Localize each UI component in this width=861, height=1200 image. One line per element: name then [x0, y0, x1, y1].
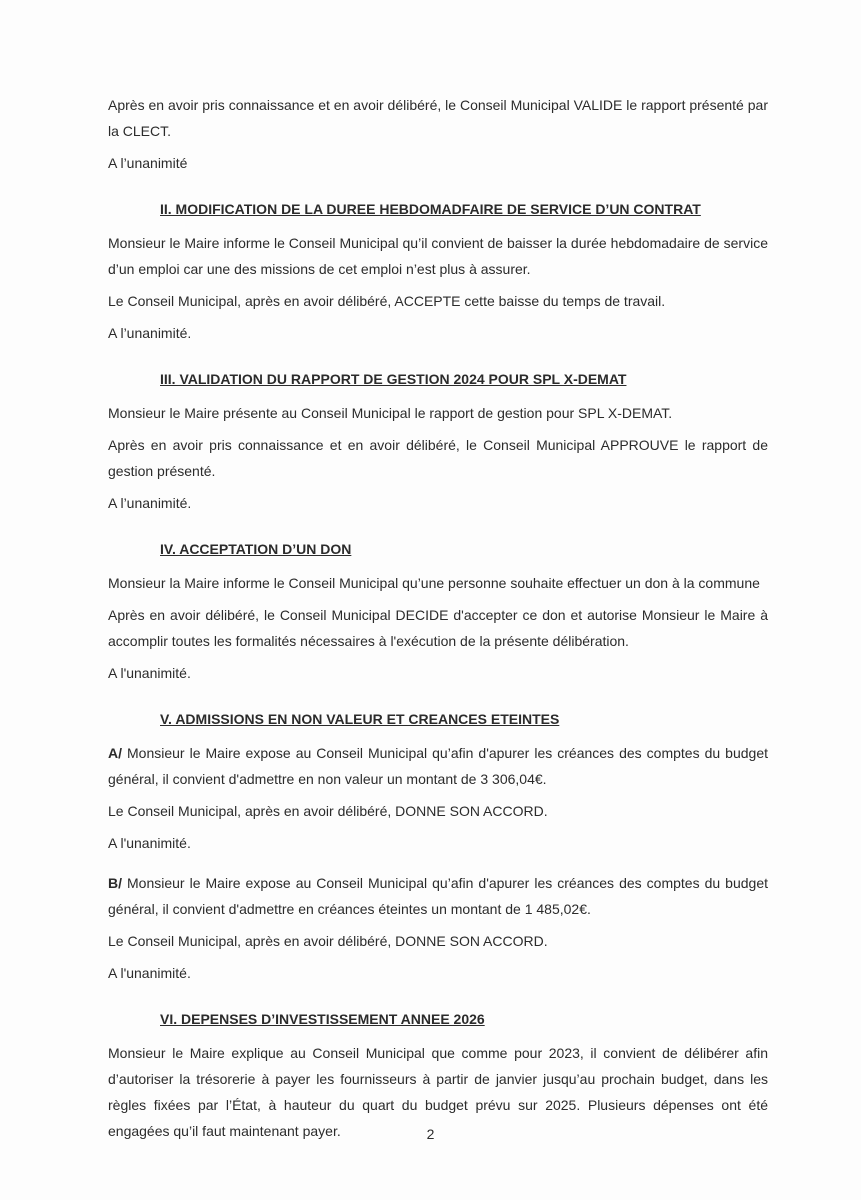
paragraph-approuve-rapport: Après en avoir pris connaissance et en avoir délibéré, le Conseil Municipal APPROUVE le rapport de gestion présenté. [108, 437, 768, 479]
page-number: 2 [426, 1126, 435, 1142]
paragraph-unanimite-3: A l’unanimité. [108, 495, 192, 511]
paragraph-presente-rapport: Monsieur le Maire présente au Conseil Municipal le rapport de gestion pour SPL X-DEMAT. [108, 405, 673, 421]
heading-ii-modification-duree: II. MODIFICATION DE LA DUREE HEBDOMADFAIRE DE SERVICE D’UN CONTRAT [160, 201, 701, 217]
paragraph-unanimite-1: A l’unanimité [108, 155, 188, 171]
paragraph-accord-b: Le Conseil Municipal, après en avoir délibéré, DONNE SON ACCORD. [108, 933, 548, 949]
document-body [108, 92, 768, 1144]
heading-v-admissions-non-valeur: V. ADMISSIONS EN NON VALEUR ET CREANCES ETEINTES [160, 711, 560, 727]
heading-iii-rapport-gestion: III. VALIDATION DU RAPPORT DE GESTION 2024 POUR SPL X-DEMAT [160, 371, 627, 387]
paragraph-accepte-baisse: Le Conseil Municipal, après en avoir délibéré, ACCEPTE cette baisse du temps de travail. [108, 293, 666, 309]
paragraph-admission-b-text: Monsieur le Maire expose au Conseil Municipal qu’afin d'apurer les créances des comptes du budget général, il convient d'admettre en créances éteintes un montant de 1 485,02€. [108, 875, 768, 917]
heading-iv-acceptation-don: IV. ACCEPTATION D’UN DON [160, 541, 352, 557]
paragraph-baisse-duree: Monsieur le Maire informe le Conseil Municipal qu’il convient de baisser la durée hebdomadaire de service d’un emploi car une des missions de cet emploi n’est plus à assurer. [108, 235, 768, 277]
paragraph-unanimite-4: A l'unanimité. [108, 665, 191, 681]
paragraph-valide-clect: Après en avoir pris connaissance et en avoir délibéré, le Conseil Municipal VALIDE le rapport présenté par la CLECT. [108, 97, 768, 139]
paragraph-lead-b: B/ [108, 875, 122, 891]
paragraph-unanimite-5: A l'unanimité. [108, 835, 191, 851]
heading-vi-depenses-investissement: VI. DEPENSES D’INVESTISSEMENT ANNEE 2026 [160, 1011, 485, 1027]
paragraph-lead-a: A/ [108, 745, 122, 761]
paragraph-unanimite-6: A l'unanimité. [108, 965, 191, 981]
paragraph-decide-don: Après en avoir délibéré, le Conseil Municipal DECIDE d'accepter ce don et autorise Monsieur le Maire à accomplir toutes les formalités nécessaires à l'exécution de la présente délibération. [108, 607, 768, 649]
paragraph-admission-b [108, 870, 768, 922]
paragraph-unanimite-2: A l’unanimité. [108, 325, 192, 341]
paragraph-depenses-2026: Monsieur le Maire explique au Conseil Municipal que comme pour 2023, il convient de délibérer afin d’autoriser la trésorerie à payer les fournisseurs à partir de janvier jusqu’au prochain budget, dans les règles fixées par l’État, à hauteur du quart du budget prévu sur 2025. Plusieurs dépenses ont été engagées qu’il faut maintenant payer. [108, 1045, 768, 1139]
paragraph-admission-a [108, 740, 768, 792]
paragraph-accord-a: Le Conseil Municipal, après en avoir délibéré, DONNE SON ACCORD. [108, 803, 548, 819]
paragraph-don-commune: Monsieur la Maire informe le Conseil Municipal qu’une personne souhaite effectuer un don à la commune [108, 575, 760, 591]
paragraph-admission-a-text: Monsieur le Maire expose au Conseil Municipal qu’afin d'apurer les créances des comptes du budget général, il convient d'admettre en non valeur un montant de 3 306,04€. [108, 745, 768, 787]
